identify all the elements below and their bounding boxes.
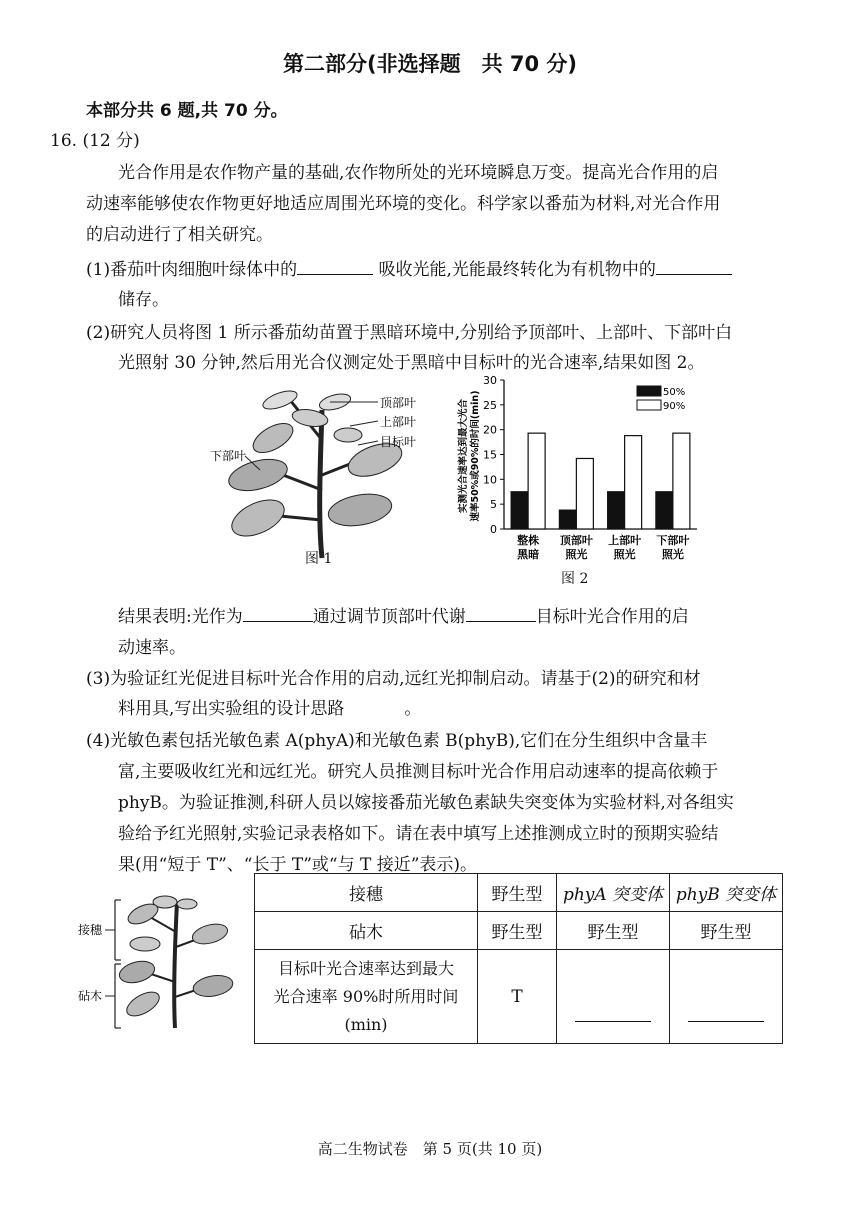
table-cell: T	[478, 950, 557, 1044]
figure-graft-plant	[75, 892, 245, 1032]
y-axis-label	[457, 390, 481, 521]
x-category-label: 下部叶	[656, 534, 690, 547]
bar-50pct	[511, 492, 528, 529]
table-cell: 野生型	[670, 912, 783, 950]
result-text-b: 通过调节顶部叶代谢	[312, 607, 466, 627]
x-category-label: 照光	[613, 548, 636, 561]
x-category-label: 上部叶	[608, 534, 642, 547]
table-row	[255, 912, 783, 950]
label-scion: 接穗	[78, 923, 103, 937]
table-cell: 野生型	[478, 912, 557, 950]
legend-label: 50%	[663, 387, 686, 398]
answer-blank[interactable]	[243, 607, 313, 622]
y-tick-label: 25	[483, 398, 497, 412]
bar-90pct	[673, 433, 690, 529]
y-axis-label-line: 速率50%或90%的时间(min)	[470, 390, 481, 522]
y-tick-label: 15	[483, 448, 497, 462]
x-category-label: 整株	[517, 534, 540, 547]
y-tick-label: 20	[483, 423, 497, 437]
y-tick-label: 10	[483, 473, 497, 487]
figure-1-caption: 图 1	[305, 551, 333, 567]
figure-2-chart	[452, 372, 702, 592]
x-category-label: 黑暗	[517, 548, 540, 561]
q16-sub1-line-1	[86, 255, 732, 285]
bar-90pct	[528, 433, 545, 529]
q3-period: 。	[404, 699, 422, 719]
measure-label-line: (min)	[344, 1014, 388, 1034]
label-target-leaf: 目标叶	[380, 435, 417, 449]
answer-cell-phyA[interactable]	[557, 950, 670, 1044]
figure-2-caption: 图 2	[561, 571, 589, 587]
legend-swatch	[637, 400, 661, 410]
section-intro: 本部分共 6 题,共 70 分。	[86, 101, 288, 121]
answer-blank[interactable]	[466, 607, 536, 622]
measure-label-line: 目标叶光合速率达到最大	[277, 958, 454, 978]
bar-50pct	[656, 492, 673, 529]
measure-label-line: 光合速率 90%时所用时间	[273, 986, 459, 1006]
table-cell: phyB 突变体	[670, 874, 783, 912]
table-cell: 接穗	[255, 874, 478, 912]
answer-cell-phyB[interactable]	[670, 950, 783, 1044]
q16-para-line-2: 动速率能够使农作物更好地适应周围光环境的变化。科学家以番茄为材料,对光合作用	[86, 194, 721, 214]
bar-90pct	[625, 436, 642, 529]
q16-sub2-line-1: (2)研究人员将图 1 所示番茄幼苗置于黑暗环境中,分别给予顶部叶、上部叶、下部叶白	[86, 323, 733, 343]
x-category-label: 照光	[661, 548, 684, 561]
q16-sub2-line-2: 光照射 30 分钟,然后用光合仪测定处于黑暗中目标叶的光合速率,结果如图 2。	[118, 353, 705, 373]
q16-sub4-line-3: phyB。为验证推测,科研人员以嫁接番茄光敏色素缺失突变体为实验材料,对各组实	[118, 793, 734, 813]
label-lower-leaf: 下部叶	[210, 449, 247, 463]
table-cell: 砧木	[255, 912, 478, 950]
section-title: 第二部分(非选择题 共 70 分)	[282, 52, 578, 76]
table-cell: 野生型	[478, 874, 557, 912]
x-category-label: 顶部叶	[559, 534, 593, 547]
result-line-2: 动速率。	[118, 638, 186, 658]
q16-sub3-line-1: (3)为验证红光促进目标叶光合作用的启动,远红光抑制启动。请基于(2)的研究和材	[86, 669, 701, 689]
answer-blank[interactable]	[297, 260, 373, 275]
table-cell: 野生型	[557, 912, 670, 950]
y-tick-label: 30	[483, 374, 497, 387]
table-cell: phyA 突变体	[557, 874, 670, 912]
label-upper-leaf: 上部叶	[380, 415, 417, 429]
table-row	[255, 950, 783, 1044]
q16-sub4-line-2: 富,主要吸收红光和远红光。研究人员推测目标叶光合作用启动速率的提高依赖于	[118, 762, 719, 782]
q1-text-a: (1)番茄叶肉细胞叶绿体中的	[86, 260, 298, 280]
q16-para-line-1: 光合作用是农作物产量的基础,农作物所处的光环境瞬息万变。提高光合作用的启	[118, 163, 719, 183]
q16-sub4-line-1: (4)光敏色素包括光敏色素 A(phyA)和光敏色素 B(phyB),它们在分生组织中含量丰	[86, 731, 708, 751]
y-axis-label-text	[457, 390, 481, 521]
label-top-leaf: 顶部叶	[380, 396, 417, 410]
x-category-label: 照光	[565, 548, 588, 561]
q16-sub4-line-4: 验给予红光照射,实验记录表格如下。请在表中填写上述推测成立时的预期实验结	[118, 824, 719, 844]
q3-text: 料用具,写出实验组的设计思路	[118, 699, 345, 719]
result-text-c: 目标叶光合作用的启	[535, 607, 689, 627]
q16-para-line-3: 的启动进行了相关研究。	[86, 225, 273, 245]
bar-50pct	[559, 510, 576, 529]
legend-label: 90%	[663, 401, 686, 412]
q1-text-b: 吸收光能,光能最终转化为有机物中的	[378, 260, 656, 280]
q16-sub1-line-2: 储存。	[118, 290, 169, 310]
figure-1-plant	[210, 380, 440, 570]
q16-sub4-line-5: 果(用“短于 T”、“长于 T”或“与 T 接近”表示)。	[118, 855, 478, 875]
label-rootstock: 砧木	[78, 989, 103, 1003]
q16-sub3-line-2	[118, 694, 421, 724]
table-cell-measure-label	[255, 950, 478, 1044]
answer-blank[interactable]	[656, 260, 732, 275]
result-text-a: 结果表明:光作为	[118, 607, 243, 627]
legend-swatch	[637, 386, 661, 396]
table-row	[255, 874, 783, 912]
y-tick-label: 5	[490, 498, 497, 512]
bar-50pct	[608, 492, 625, 529]
result-line-1	[118, 602, 689, 632]
page-footer: 高二生物试卷 第 5 页(共 10 页)	[317, 1140, 543, 1158]
bar-90pct	[576, 458, 593, 529]
y-axis-label-line: 实测光合速率达到最大光合	[458, 398, 469, 514]
experiment-table	[254, 873, 783, 1044]
question-16-header: 16. (12 分)	[50, 131, 140, 151]
y-tick-label: 0	[490, 523, 497, 536]
